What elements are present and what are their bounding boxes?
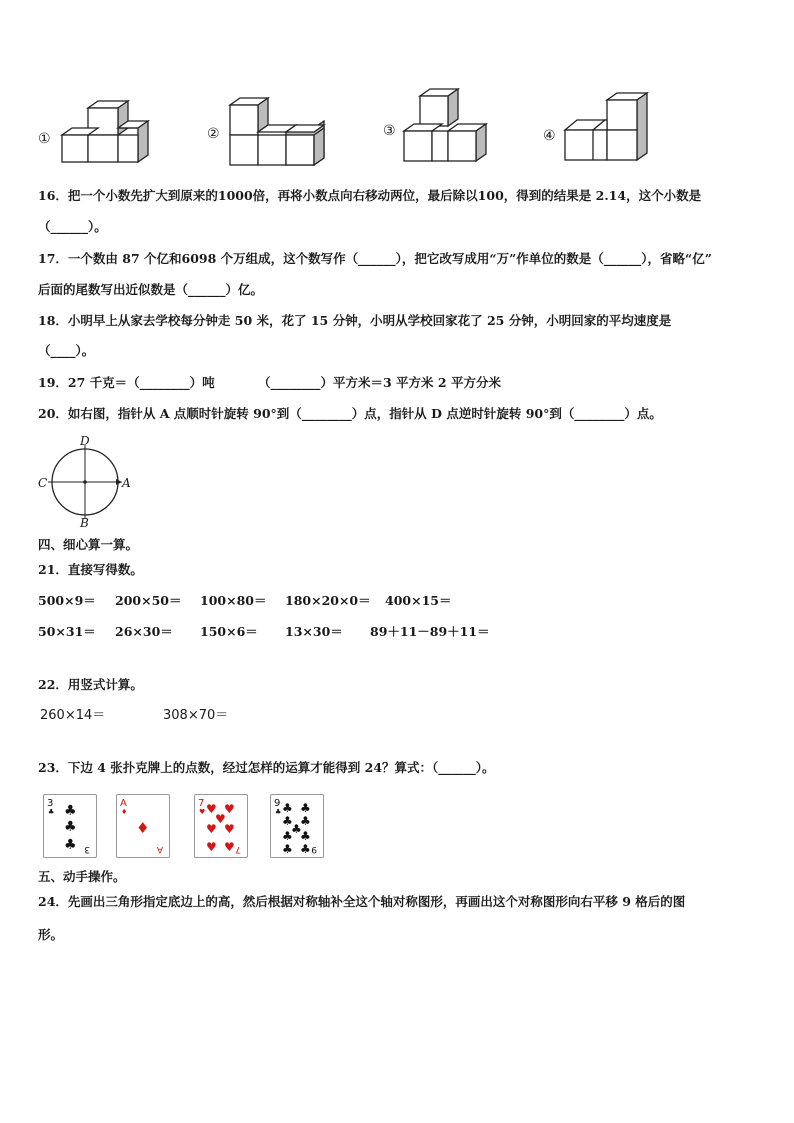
- q17-line1: 17．一个数由 87 个亿和6098 个万组成，这个数写作（______），把它改写成用“万”作单位的数是（______），省略“亿”: [38, 251, 712, 266]
- section-4-heading: 四、细心算一算。: [38, 537, 139, 552]
- svg-text:♣: ♣: [300, 814, 311, 828]
- q21-r1-3: 100×80＝: [200, 593, 267, 608]
- svg-text:A: A: [156, 844, 163, 854]
- figure-label-4: ④: [543, 128, 556, 144]
- svg-text:9: 9: [274, 798, 281, 809]
- playing-card-2: [116, 794, 170, 858]
- card-3-face: [195, 795, 247, 857]
- q21-r2-4: 13×30＝: [285, 624, 343, 639]
- q23-text: 23．下边 4 张扑克牌上的点数，经过怎样的运算才能得到 24？算式：（______）。: [38, 760, 495, 775]
- svg-text:♣: ♣: [48, 808, 55, 816]
- cube-drawing-2: [226, 95, 336, 175]
- svg-text:♣: ♣: [300, 842, 311, 856]
- q16-line1: 16．把一个小数先扩大到原来的1000倍，再将小数点向右移动两位，最后除以100，得到的结果是 2.14，这个小数是: [38, 188, 702, 203]
- svg-text:♦: ♦: [136, 819, 150, 837]
- svg-text:♥: ♥: [224, 822, 235, 836]
- svg-text:♣: ♣: [64, 819, 77, 835]
- label-b: B: [80, 516, 89, 530]
- q22-item-2: 308×70＝: [163, 708, 229, 723]
- q18-line2: （____）。: [38, 343, 95, 358]
- svg-text:9: 9: [311, 844, 317, 854]
- svg-text:♥: ♥: [206, 840, 217, 854]
- svg-text:♣: ♣: [64, 803, 77, 819]
- svg-text:♣: ♣: [300, 801, 311, 815]
- q21-r2-2: 26×30＝: [115, 624, 173, 639]
- svg-text:♥: ♥: [224, 840, 235, 854]
- q18-line1: 18．小明早上从家去学校每分钟走 50 米，花了 15 分钟，小明从学校回家花了 25 分钟，小明回家的平均速度是: [38, 313, 672, 328]
- label-a: A: [122, 476, 131, 490]
- svg-text:3: 3: [84, 844, 90, 854]
- svg-text:♣: ♣: [291, 822, 302, 836]
- playing-card-3: [194, 794, 248, 858]
- section-5-heading: 五、动手操作。: [38, 869, 126, 884]
- q16-line2: （______）。: [38, 219, 107, 234]
- cube-drawing-4: [563, 90, 663, 170]
- svg-text:♣: ♣: [282, 801, 293, 815]
- figure-label-2: ②: [207, 126, 220, 142]
- label-c: C: [38, 476, 48, 490]
- q21-title: 21．直接写得数。: [38, 562, 143, 577]
- q21-r1-1: 500×9＝: [38, 593, 96, 608]
- q21-r2-5: 89＋11－89＋11＝: [370, 624, 490, 639]
- q20-text: 20．如右图，指针从 A 点顺时针旋转 90°到（________）点，指针从 D 点逆时针旋转 90°到（________）点。: [38, 406, 662, 421]
- svg-text:♣: ♣: [64, 837, 77, 853]
- svg-text:♣: ♣: [282, 842, 293, 856]
- card-1-rank: 3: [47, 798, 54, 809]
- q24-line2: 形。: [38, 927, 64, 942]
- svg-text:♣: ♣: [275, 808, 282, 816]
- svg-text:♥: ♥: [206, 822, 217, 836]
- svg-text:7: 7: [198, 798, 205, 809]
- q24-line1: 24．先画出三角形指定底边上的高，然后根据对称轴补全这个轴对称图形，再画出这个对称图形向右平移 9 格后的图: [38, 894, 686, 909]
- svg-text:♥: ♥: [215, 812, 226, 826]
- label-d: D: [80, 434, 90, 448]
- svg-text:♣: ♣: [282, 814, 293, 828]
- q17-line2: 后面的尾数写出近似数是（______）亿。: [38, 282, 264, 297]
- svg-text:7: 7: [235, 844, 241, 854]
- card-1-face: [44, 795, 96, 857]
- figure-label-1: ①: [38, 131, 51, 147]
- svg-text:♦: ♦: [121, 808, 128, 816]
- q21-r1-4: 180×20×0＝: [285, 593, 371, 608]
- playing-card-4: [270, 794, 324, 858]
- q19-part1: 19．27 千克＝（________）吨: [38, 375, 215, 390]
- cube-drawing-1: [58, 98, 158, 168]
- svg-text:♥: ♥: [206, 802, 217, 816]
- svg-text:♥: ♥: [199, 808, 206, 816]
- card-2-face: [117, 795, 169, 857]
- svg-text:A: A: [120, 798, 127, 809]
- card-4-face: [271, 795, 323, 857]
- q22-title: 22．用竖式计算。: [38, 677, 143, 692]
- svg-text:♣: ♣: [300, 829, 311, 843]
- svg-text:♣: ♣: [282, 829, 293, 843]
- q21-r1-2: 200×50＝: [115, 593, 182, 608]
- q22-item-1: 260×14＝: [40, 708, 106, 723]
- q21-r2-3: 150×6＝: [200, 624, 258, 639]
- q21-r1-5: 400×15＝: [385, 593, 452, 608]
- figure-label-3: ③: [383, 123, 396, 139]
- q21-r2-1: 50×31＝: [38, 624, 96, 639]
- svg-text:♥: ♥: [224, 802, 235, 816]
- playing-card-1: [43, 794, 97, 858]
- q19-part2: （________）平方米＝3 平方米 2 平方分米: [258, 375, 501, 390]
- cube-drawing-3: [402, 86, 502, 166]
